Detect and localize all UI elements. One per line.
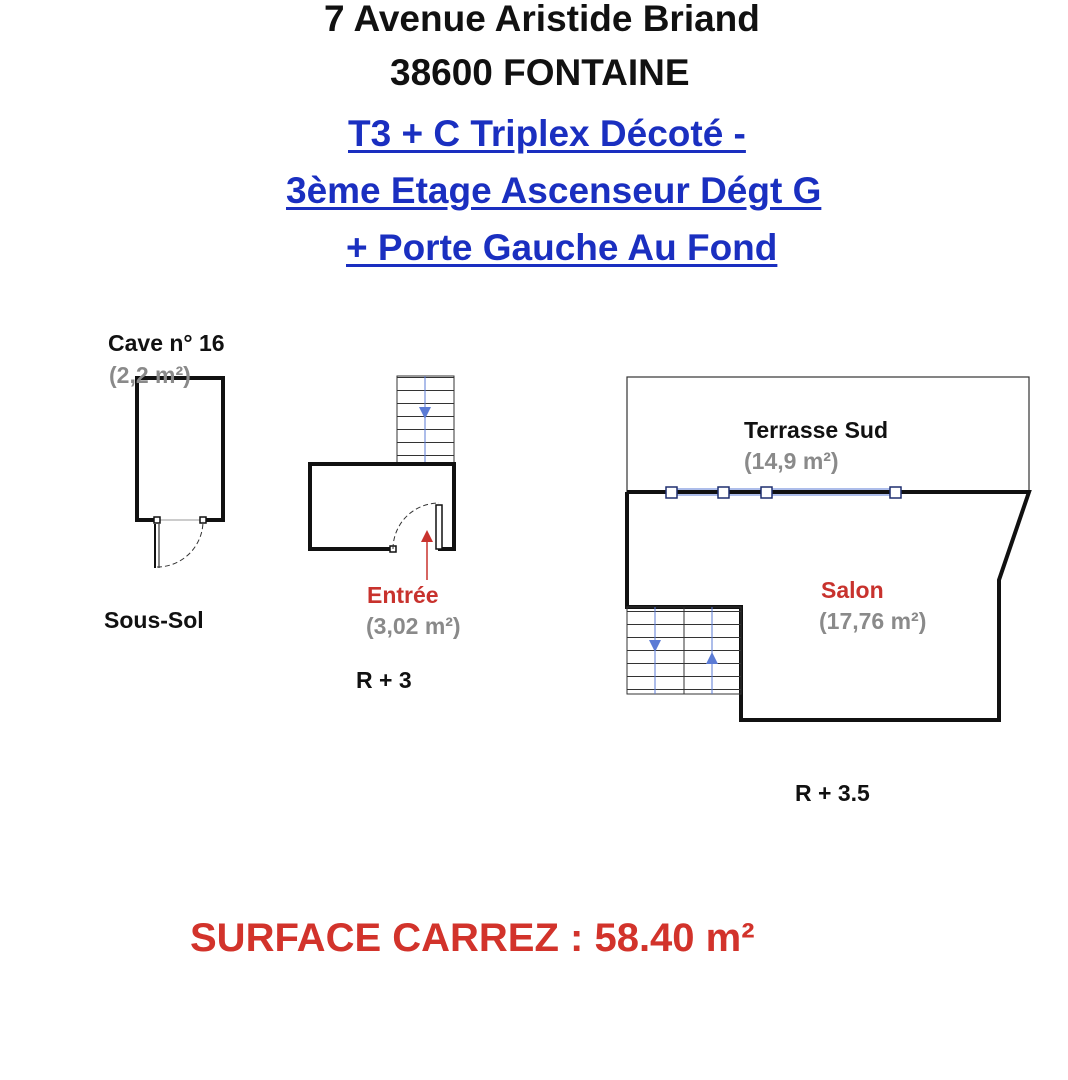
cave-plan (137, 378, 223, 568)
entree-level: R + 3 (356, 667, 412, 693)
title-link-line-3[interactable]: + Porte Gauche Au Fond (346, 227, 778, 268)
surface-carrez: SURFACE CARREZ : 58.40 m² (190, 916, 755, 960)
entree-plan (310, 376, 454, 580)
cave-level: Sous-Sol (104, 607, 204, 633)
address-line-2: 38600 FONTAINE (390, 52, 690, 93)
cave-name: Cave n° 16 (108, 330, 225, 356)
title-link-line-2[interactable]: 3ème Etage Ascenseur Dégt G (286, 170, 822, 211)
title-link-line-1[interactable]: T3 + C Triplex Décoté - (348, 113, 746, 154)
terrasse-name: Terrasse Sud (744, 417, 889, 443)
entree-area: (3,02 m²) (366, 613, 461, 639)
terrasse-area: (14,9 m²) (744, 448, 839, 474)
salon-area: (17,76 m²) (819, 608, 927, 634)
salon-level: R + 3.5 (795, 780, 870, 806)
salon-name: Salon (821, 577, 884, 603)
entree-name: Entrée (367, 582, 439, 608)
address-line-1: 7 Avenue Aristide Briand (324, 0, 760, 39)
cave-area: (2,2 m²) (109, 362, 191, 388)
